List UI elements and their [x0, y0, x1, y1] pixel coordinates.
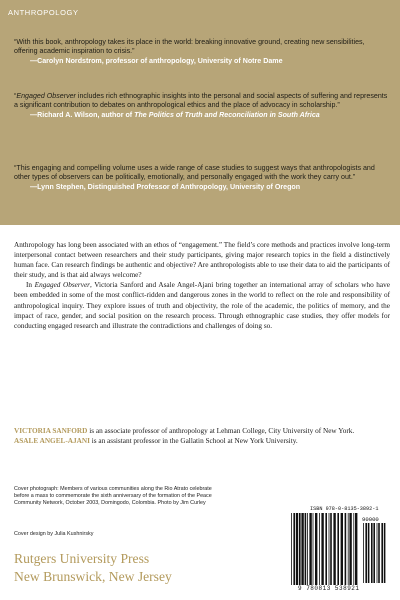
barcode-bar [378, 523, 380, 583]
endorsement-quote-3 [14, 164, 388, 192]
price-addon-number: 90000 [362, 516, 379, 523]
quote-attribution: —Carolyn Nordstrom, professor of anthropology, University of Notre Dame [30, 56, 283, 65]
barcode-bar [321, 513, 323, 585]
barcode-bar [301, 513, 303, 585]
endorsement-quote-1 [14, 38, 388, 66]
barcode-bar [353, 513, 354, 585]
quote-text: includes rich ethnographic insights into the personal and social aspects of suffering and represents a significant contribution to debates on anthropological ethics and the place of advocacy in scholarship.” [14, 92, 388, 110]
author-bio-text: is an associate professor of anthropology at Lehman College, City University of New York. [87, 427, 355, 435]
barcode-bar [377, 523, 378, 583]
barcode-number: 9 780813 538921 [298, 585, 360, 592]
publisher-name: Rutgers University Press [14, 551, 150, 566]
barcode-bar [337, 513, 339, 585]
barcode-bar [291, 513, 292, 585]
author-bio-text: is an assistant professor in the Gallatin School at New York University. [89, 437, 298, 446]
addon-barcode-icon [362, 523, 388, 585]
barcode-bar [355, 513, 357, 585]
barcode-bar [341, 513, 343, 585]
isbn-text: ISBN 978-0-8135-3892-1 [310, 506, 379, 512]
description-paragraph-1: Anthropology has long been associated with an ethos of “engagement.” The field’s core methods and practices involve long-term interpersonal contact between researchers and their study participants, giving major research topics in the field a distinctively human face. Can research findings be authentic and objective? Are anthropologists able to use their data to aid the participants of their study, and is that aid always welcome? [14, 241, 390, 280]
barcode-bar [296, 513, 298, 585]
quote-book-title: Engaged Observer [16, 92, 76, 100]
description-p2-text: , Victoria Sanford and Asale Angel-Ajani bring together an international array of scholars who have been embedded in some of the most conflict-ridden and dangerous zones in the world to reflect on the role and responsibility of anthropological inquiry. They explore issues of truth and objectivity, the role of the academic, the politics of memory, and the impact of race, gender, and social position on the research process. Through ethnographic case studies, they offer models for conducting engaged research and illustrate the contradictions and challenges of doing so. [14, 281, 390, 330]
barcode-bar [348, 513, 349, 585]
barcode-bar [330, 513, 332, 585]
barcode-bar [313, 513, 314, 585]
barcode-bar [371, 523, 373, 583]
barcode-bar [384, 523, 386, 583]
description-book-title: Engaged Observer [34, 281, 90, 290]
description-p2-intro: In [26, 281, 35, 290]
barcode-bar [373, 523, 375, 583]
quote-open-mark: “ [14, 92, 17, 100]
barcode-bar [319, 513, 320, 585]
barcode-bar [299, 513, 301, 585]
author-name: VICTORIA SANFORD [14, 427, 88, 435]
barcode-bar [368, 523, 370, 583]
barcode-bar [349, 513, 351, 585]
cover-design-credit: Cover design by Julia Kushnirsky [14, 531, 94, 537]
barcode-bar [333, 513, 335, 585]
barcode-bar [315, 513, 317, 585]
barcode-bar [307, 513, 308, 585]
book-description [14, 240, 390, 331]
author-bios [14, 426, 390, 446]
barcode-bar [329, 513, 330, 585]
endorsement-quote-2 [14, 92, 388, 120]
attribution-prefix: —Richard A. Wilson, author of [30, 110, 135, 119]
quote-attribution: —Lynn Stephen, Distinguished Professor of Anthropology, University of Oregon [30, 182, 301, 191]
barcode-bar [345, 513, 347, 585]
publisher-imprint [14, 550, 172, 585]
author-bio-1 [14, 426, 390, 436]
publisher-location: New Brunswick, New Jersey [14, 568, 172, 584]
quotes-band [0, 0, 400, 225]
quote-attribution [30, 111, 388, 120]
author-name: ASALE ANGEL-AJANI [14, 437, 90, 446]
barcode-bar [309, 513, 311, 585]
quote-text: “With this book, anthropology takes its place in the world: breaking innovative ground, creating new sensibilities, offering academic inspiration to crisis.” [14, 38, 365, 56]
barcode-bar [305, 513, 307, 585]
quote-text: “This engaging and compelling volume uses a wide range of case studies to suggest ways that anthropologists and other types of observers can be politically, emotionally, and personally engaged with the work they carry out.” [14, 164, 375, 182]
barcode-bar [325, 513, 327, 585]
barcode-bar [365, 523, 367, 583]
barcode-bar [363, 523, 364, 583]
attribution-book-title: The Politics of Truth and Reconciliation in South Africa [134, 110, 320, 119]
author-bio-2 [14, 436, 390, 446]
barcode-icon [290, 513, 360, 586]
barcode-bar [293, 513, 295, 585]
category-label: ANTHROPOLOGY [8, 8, 79, 17]
cover-photo-credit: Cover photograph: Members of various communities along the Rio Atrato celebrate before a mass to commemorate the sixth anniversary of the formation of the Peace Community Network, October 2003, Domingodo, Colombia. Photo by Jim Curley [14, 486, 212, 507]
description-paragraph-2 [14, 280, 390, 330]
barcode-bar [381, 523, 383, 583]
